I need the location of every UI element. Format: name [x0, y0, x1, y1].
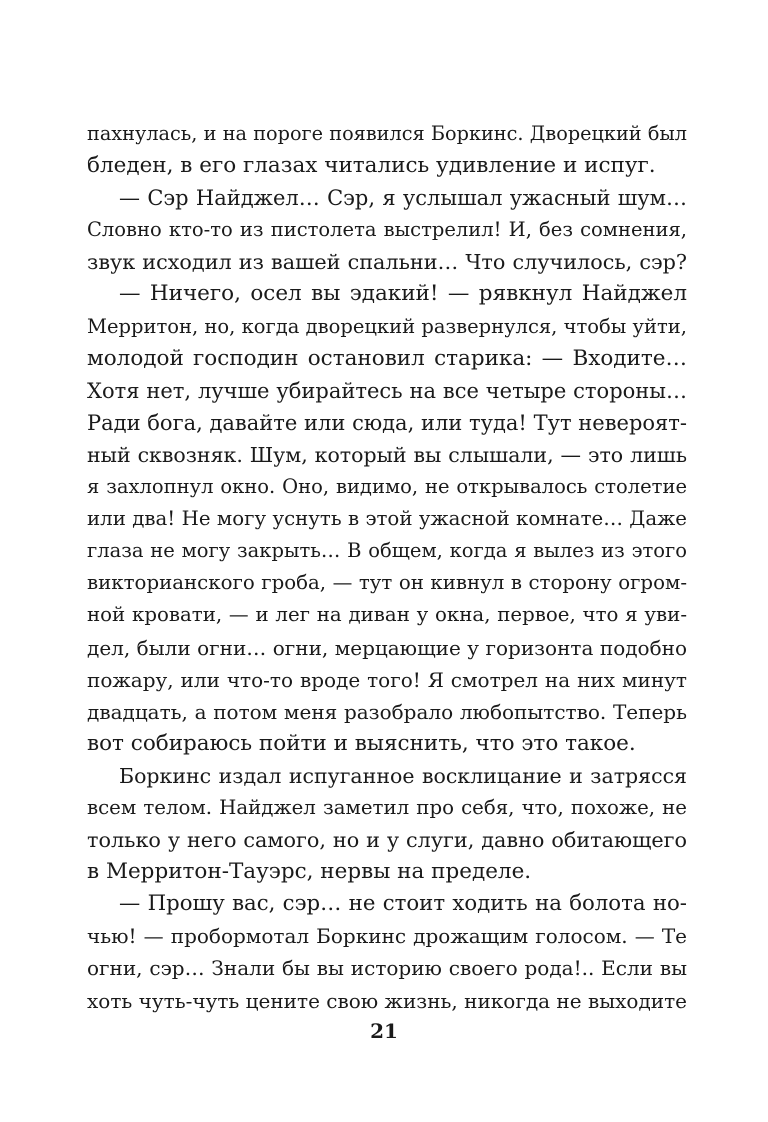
text-line-24: в Мерритон-Тауэрс, нервы на пределе. — [87, 859, 532, 885]
text-line-5: звук исходил из вашей спальни… Что случилось, сэр? — [87, 250, 687, 275]
text-line-20: вот собираюсь пойти и выяснить, что это такое. — [87, 730, 636, 756]
text-line-28: хоть чуть-чуть цените свою жизнь, никогда не выходите — [87, 988, 687, 1013]
text-line-19: двадцать, а потом меня разобрало любопытство. Теперь — [87, 699, 687, 724]
text-line-16: ной кровати, — и лег на диван у окна, первое, что я уви- — [87, 603, 687, 627]
text-line-1: пахнулась, и на пороге появился Боркинс. Дворецкий был — [87, 122, 687, 145]
text-line-25: — Прошу вас, сэр… не стоит ходить на болота но- — [119, 891, 687, 917]
text-line-11: ный сквозняк. Шум, который вы слышали, — это лишь — [87, 442, 687, 467]
text-line-13: или два! Не могу уснуть в этой ужасной комнате… Даже — [87, 507, 687, 531]
text-line-27: огни, сэр… Знали бы вы историю своего рода!.. Если вы — [87, 956, 687, 981]
text-line-15: викторианского гроба, — тут он кивнул в сторону огром- — [87, 571, 687, 595]
text-line-18: пожару, или что-то вроде того! Я смотрел на них минут — [87, 667, 687, 692]
text-line-10: Ради бога, давайте или сюда, или туда! Тут невероят- — [87, 410, 687, 435]
text-line-12: я захлопнул окно. Оно, видимо, не открывалось столетие — [87, 475, 687, 499]
text-line-6: — Ничего, осел вы эдакий! — рявкнул Найджел — [119, 281, 687, 307]
page-number: 21 — [370, 1019, 398, 1043]
text-line-2: бледен, в его глазах читались удивление и испуг. — [87, 153, 656, 179]
text-line-4: Словно кто-то из пистолета выстрелил! И, без сомнения, — [87, 218, 687, 242]
text-line-22: всем телом. Найджел заметил про себя, что, похоже, не — [87, 795, 687, 819]
text-line-8: молодой господин остановил старика: — Входите… — [87, 345, 687, 371]
text-line-7: Мерритон, но, когда дворецкий развернулся, чтобы уйти, — [87, 314, 687, 338]
text-line-3: — Сэр Найджел… Сэр, я услышал ужасный шум… — [119, 186, 687, 211]
text-line-9: Хотя нет, лучше убирайтесь на все четыре стороны… — [87, 378, 687, 403]
page-text — [87, 118, 687, 1017]
text-line-14: глаза не могу закрыть… В общем, когда я вылез из этого — [87, 539, 687, 563]
text-line-17: дел, были огни… огни, мерцающие у горизонта подобно — [87, 635, 687, 660]
text-line-21: Боркинс издал испуганное восклицание и затрясся — [119, 763, 687, 788]
text-line-23: только у него самого, но и у слуги, давно обитающего — [87, 828, 687, 853]
text-line-26: чью! — пробормотал Боркинс дрожащим голосом. — Те — [87, 924, 687, 949]
